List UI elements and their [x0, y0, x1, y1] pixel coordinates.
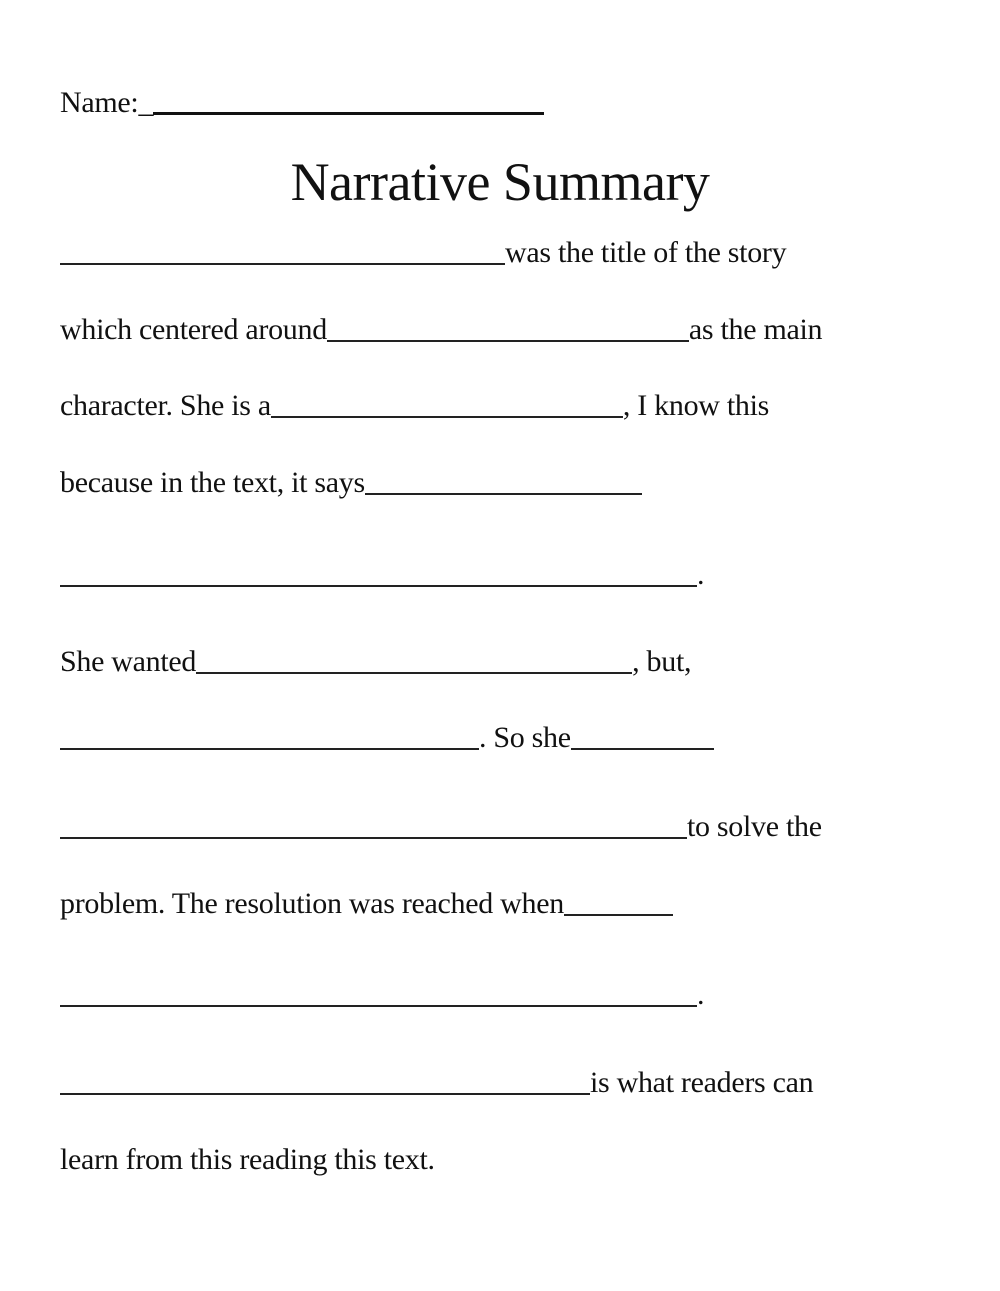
name-blank[interactable] — [153, 111, 544, 115]
line-8-text: to solve the — [687, 810, 822, 843]
sentence-line-10 — [60, 975, 704, 1015]
sentence-line-9 — [60, 884, 673, 924]
action-blank[interactable] — [571, 747, 714, 750]
line-10-period: . — [697, 978, 705, 1011]
sentence-line-5 — [60, 555, 704, 595]
sentence-line-6 — [60, 642, 691, 682]
line-4-text: because in the text, it says — [60, 466, 365, 499]
problem-blank[interactable] — [60, 747, 479, 750]
main-character-blank[interactable] — [327, 339, 689, 342]
sentence-line-11 — [60, 1063, 813, 1103]
line-7-text: . So she — [479, 721, 571, 754]
text-evidence-continued-blank[interactable] — [60, 584, 697, 587]
sentence-line-12 — [60, 1140, 435, 1180]
line-2-text-end: as the main — [688, 313, 823, 346]
story-title-blank[interactable] — [60, 262, 505, 265]
line-5-period: . — [697, 558, 705, 591]
line-3-text: character. She is a — [60, 389, 271, 422]
line-11-text: is what readers can — [590, 1066, 814, 1099]
sentence-line-3 — [60, 386, 769, 426]
name-line — [60, 83, 544, 123]
page-title: Narrative Summary — [290, 152, 710, 212]
sentence-line-4 — [60, 463, 642, 503]
line-12-text: learn from this reading this text. — [60, 1143, 435, 1176]
sentence-line-8 — [60, 807, 822, 847]
sentence-line-1 — [60, 233, 786, 273]
sentence-line-7 — [60, 718, 714, 758]
line-2-text: which centered around — [60, 313, 327, 346]
lesson-blank[interactable] — [60, 1092, 590, 1095]
character-want-blank[interactable] — [196, 671, 632, 674]
line-3-text-end: , I know this — [622, 389, 769, 422]
line-9-text: problem. The resolution was reached when — [60, 887, 564, 920]
line-6-text-end: , but, — [632, 645, 692, 678]
line-6-text: She wanted — [60, 645, 197, 678]
name-label: Name:_ — [60, 86, 154, 119]
sentence-line-2 — [60, 310, 822, 350]
line-1-text: was the title of the story — [505, 236, 787, 269]
text-evidence-blank[interactable] — [365, 492, 642, 495]
character-trait-blank[interactable] — [271, 415, 623, 418]
action-continued-blank[interactable] — [60, 836, 687, 839]
resolution-continued-blank[interactable] — [60, 1004, 697, 1007]
resolution-blank[interactable] — [564, 913, 673, 916]
